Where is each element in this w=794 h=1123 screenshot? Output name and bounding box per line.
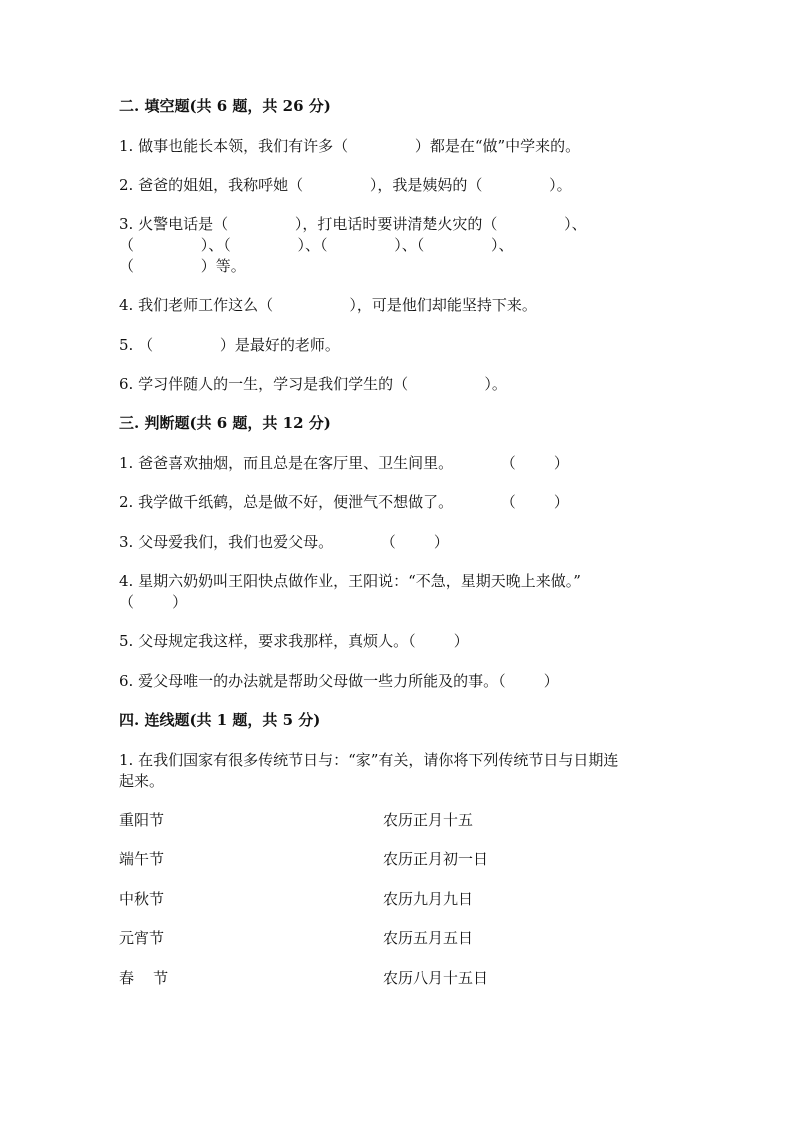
section2-heading: 二. 填空题(共 6 题，共 26 分) [119,97,331,115]
date-item: 农历正月初一日 [383,850,489,868]
date-item: 农历九月九日 [383,890,474,908]
judge-question-1: 1. 爸爸喜欢抽烟，而且总是在客厅里、卫生间里。 （ ） [119,454,569,472]
festival-item: 中秋节 [119,890,165,908]
section4-heading: 四. 连线题(共 1 题，共 5 分) [119,711,321,729]
festival-item: 春 节 [119,969,169,987]
festival-item: 端午节 [119,850,165,868]
fill-question-4: 4. 我们老师工作这么（ ），可是他们却能坚持下来。 [119,296,537,314]
date-item: 农历五月五日 [383,929,474,947]
section3-heading: 三. 判断题(共 6 题，共 12 分) [119,414,331,432]
fill-question-1: 1. 做事也能长本领，我们有许多（ ）都是在“做”中学来的。 [119,137,581,155]
date-item: 农历正月十五 [383,811,474,829]
fill-question-3-line-2: （ ）、（ ）、（ ）、（ ）、 [119,236,514,254]
fill-question-5: 5. （ ）是最好的老师。 [119,336,340,354]
fill-question-6: 6. 学习伴随人的一生，学习是我们学生的（ ）。 [119,375,507,393]
judge-question-4-line-2: （ ） [119,593,188,611]
judge-question-4-line-1: 4. 星期六奶奶叫王阳快点做作业，王阳说：“不急，星期天晚上来做。” [119,572,581,590]
judge-question-6: 6. 爱父母唯一的办法就是帮助父母做一些力所能及的事。（ ） [119,672,559,690]
festival-item: 元宵节 [119,929,165,947]
match-question-1-line-2: 起来。 [119,772,165,790]
judge-question-3: 3. 父母爱我们，我们也爱父母。 （ ） [119,533,449,551]
judge-question-5: 5. 父母规定我这样，要求我那样，真烦人。（ ） [119,632,469,650]
fill-question-3-line-1: 3. 火警电话是（ ），打电话时要讲清楚火灾的（ ）、 [119,215,587,233]
festival-item: 重阳节 [119,811,165,829]
fill-question-2: 2. 爸爸的姐姐，我称呼她（ ），我是姨妈的（ ）。 [119,176,572,194]
date-item: 农历八月十五日 [383,969,489,987]
judge-question-2: 2. 我学做千纸鹤，总是做不好，便泄气不想做了。 （ ） [119,493,569,511]
fill-question-3-line-3: （ ）等。 [119,257,246,275]
match-question-1-line-1: 1. 在我们国家有很多传统节日与：“家”有关，请你将下列传统节日与日期连 [119,751,619,769]
